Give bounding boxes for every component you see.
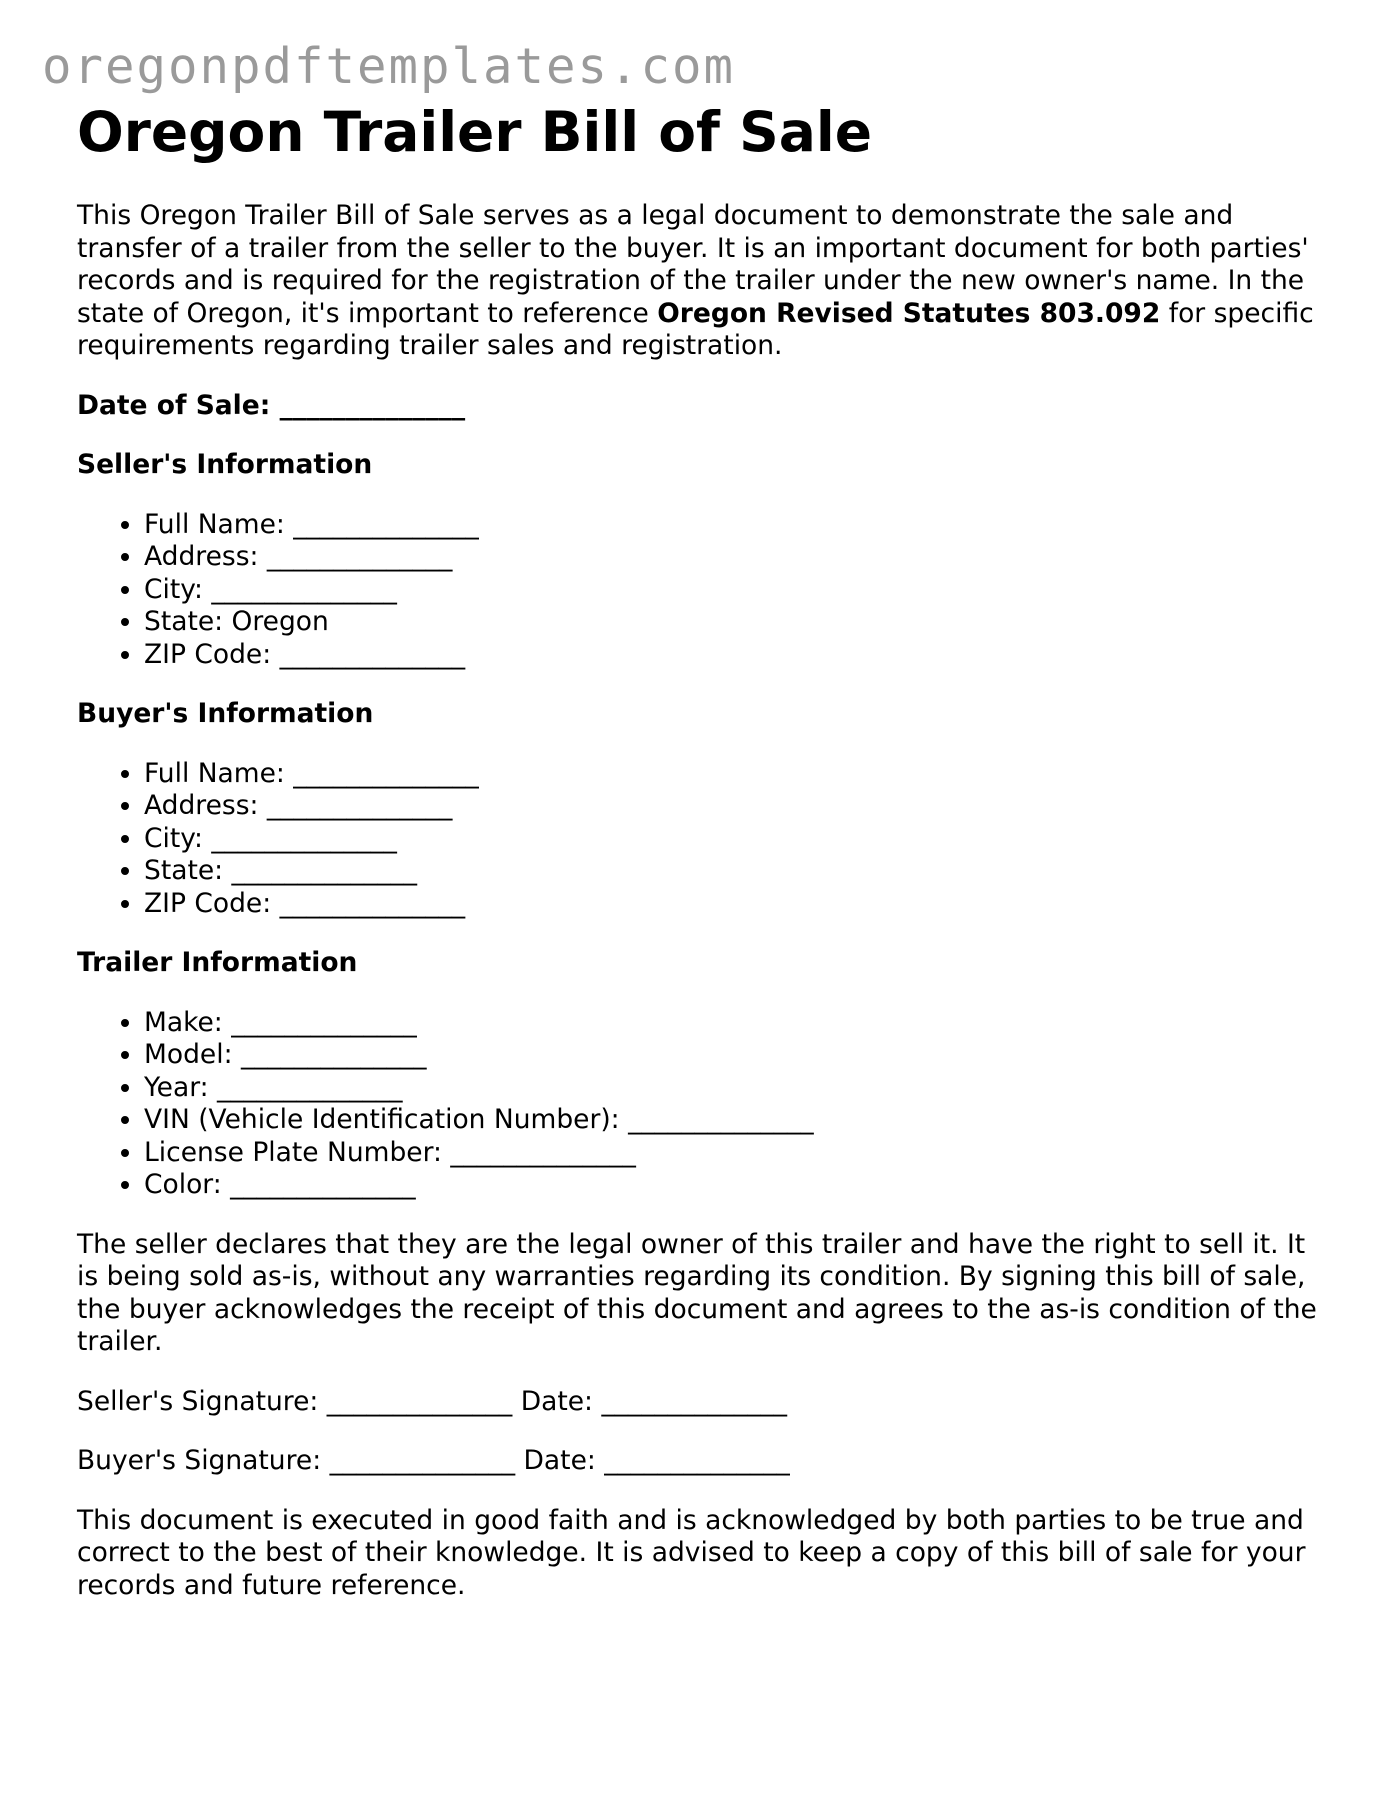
field-label: VIN (Vehicle Identification Number): xyxy=(144,1104,620,1135)
seller-state-value: Oregon xyxy=(231,606,329,637)
seller-address-field[interactable]: ______________ xyxy=(266,541,453,572)
field-label: Address: xyxy=(144,541,259,572)
buyer-state-field[interactable]: ______________ xyxy=(231,855,418,886)
trailer-color xyxy=(144,1169,1327,1202)
intro-text-end: for specific requirements regarding trailer sales and registration. xyxy=(77,297,1314,361)
buyer-state xyxy=(144,855,1327,888)
field-label: Address: xyxy=(144,790,259,821)
trailer-make-field[interactable]: ______________ xyxy=(231,1006,417,1038)
buyer-city-field[interactable]: ______________ xyxy=(211,822,397,854)
trailer-color-field[interactable]: ______________ xyxy=(230,1169,416,1200)
trailer-vin-field[interactable]: ______________ xyxy=(628,1104,814,1135)
field-label: License Plate Number: xyxy=(144,1136,442,1168)
buyer-signature-field[interactable]: ______________ xyxy=(329,1445,516,1476)
buyer-date-label: Date: xyxy=(523,1445,596,1476)
field-label: City: xyxy=(144,822,203,854)
buyer-signature-label: Buyer's Signature: xyxy=(77,1445,322,1476)
field-label: Color: xyxy=(144,1169,222,1200)
seller-date-field[interactable]: ______________ xyxy=(601,1385,787,1417)
seller-city-field[interactable]: ______________ xyxy=(211,573,397,605)
intro-paragraph xyxy=(77,200,1327,363)
trailer-year-field[interactable]: ______________ xyxy=(217,1071,403,1103)
trailer-license-plate xyxy=(144,1137,1327,1170)
closing-paragraph: This document is executed in good faith and is acknowledged by both parties to be true and correct to the best of their knowledge. It is advised to keep a copy of this bill of sale for your records and future reference. xyxy=(77,1504,1306,1601)
buyer-address xyxy=(144,790,1327,823)
buyer-heading: Buyer's Information xyxy=(77,698,374,729)
trailer-license-plate-field[interactable]: ______________ xyxy=(450,1136,636,1168)
field-label: Model: xyxy=(144,1039,233,1070)
declaration-paragraph: The seller declares that they are the legal owner of this trailer and have the right to sell it. It is being sold as-is, without any warranties regarding its condition. By signing this bill of sale, the buyer acknowledges the receipt of this document and agrees to the as-is condition of the trailer. xyxy=(77,1228,1317,1357)
date-of-sale-label: Date of Sale: xyxy=(77,389,271,421)
field-label: Year: xyxy=(144,1071,209,1103)
field-label: City: xyxy=(144,573,203,605)
seller-state xyxy=(144,606,1327,639)
field-label: ZIP Code: xyxy=(144,638,272,670)
buyer-full-name xyxy=(144,758,1327,791)
field-label: Full Name: xyxy=(144,757,285,789)
trailer-year xyxy=(144,1072,1327,1105)
trailer-field-list xyxy=(77,1007,1327,1202)
seller-full-name-field[interactable]: ______________ xyxy=(293,508,479,540)
seller-city xyxy=(144,574,1327,607)
buyer-zip xyxy=(144,888,1327,921)
buyer-full-name-field[interactable]: ______________ xyxy=(293,757,479,789)
field-label: ZIP Code: xyxy=(144,887,272,919)
trailer-make xyxy=(144,1007,1327,1040)
date-of-sale xyxy=(77,390,1327,423)
buyer-signature-line xyxy=(77,1445,1327,1478)
buyer-date-field[interactable]: ______________ xyxy=(604,1445,790,1476)
seller-signature-field[interactable]: ______________ xyxy=(326,1385,513,1417)
seller-heading: Seller's Information xyxy=(77,449,373,480)
trailer-heading: Trailer Information xyxy=(77,947,358,978)
seller-field-list xyxy=(77,509,1327,672)
seller-signature-line xyxy=(77,1386,1327,1419)
seller-full-name xyxy=(144,509,1327,542)
buyer-address-field[interactable]: ______________ xyxy=(266,790,453,821)
seller-signature-label: Seller's Signature: xyxy=(77,1385,319,1417)
statute-reference: Oregon Revised Statutes 803.092 xyxy=(657,297,1161,329)
buyer-city xyxy=(144,823,1327,856)
seller-address xyxy=(144,541,1327,574)
document-page xyxy=(77,100,1327,1602)
trailer-model-field[interactable]: ______________ xyxy=(240,1039,427,1070)
field-label: State: xyxy=(144,855,224,886)
field-label: Full Name: xyxy=(144,508,285,540)
date-of-sale-field[interactable]: ______________ xyxy=(279,389,466,421)
field-label: Make: xyxy=(144,1006,223,1038)
buyer-field-list xyxy=(77,758,1327,921)
buyer-zip-field[interactable]: ______________ xyxy=(279,887,466,919)
seller-zip xyxy=(144,639,1327,672)
intro-text: This Oregon Trailer Bill of Sale serves as a legal document to demonstrate the sale and transfer of a trailer from the seller to the buyer. It is an important document for both parties' records and is required for the registration of the trailer under the new owner's name. In the state of Oregon, it's important to reference xyxy=(77,200,1309,329)
page-title: Oregon Trailer Bill of Sale xyxy=(77,100,873,164)
seller-zip-field[interactable]: ______________ xyxy=(279,638,466,670)
trailer-model xyxy=(144,1039,1327,1072)
seller-date-label: Date: xyxy=(520,1385,593,1417)
watermark: oregonpdftemplates.com xyxy=(42,38,736,95)
trailer-vin xyxy=(144,1104,1327,1137)
field-label: State: xyxy=(144,606,224,637)
